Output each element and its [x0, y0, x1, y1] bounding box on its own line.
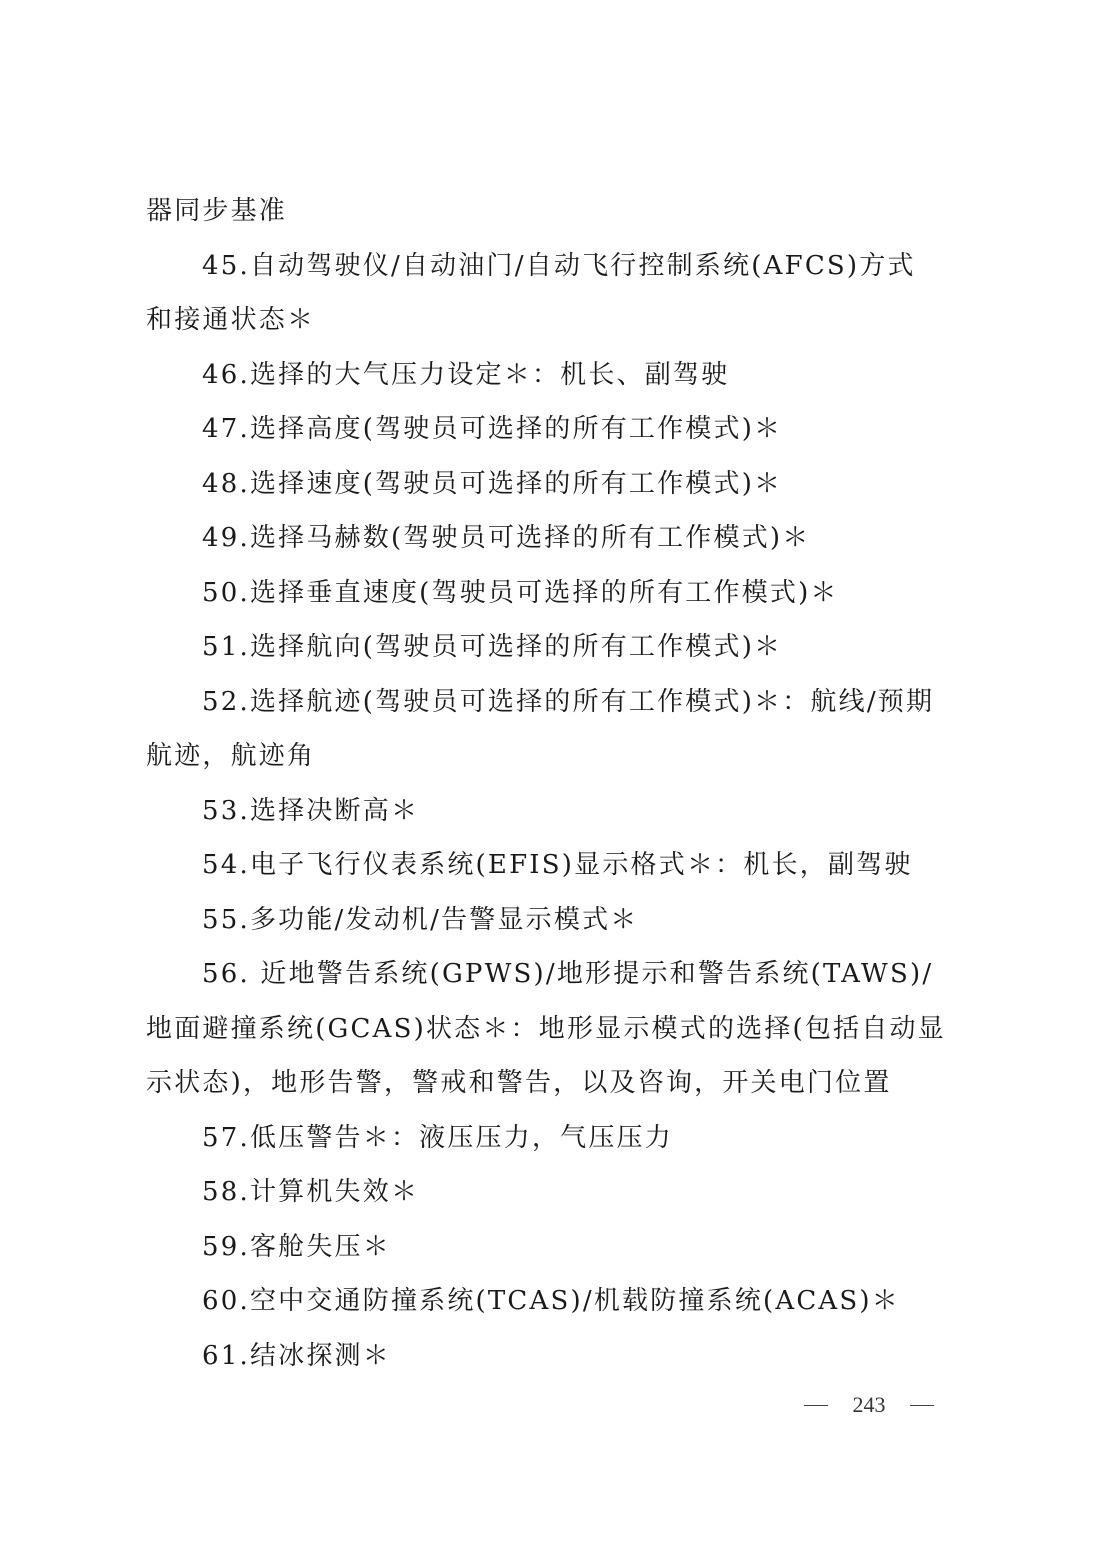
text-line: 45.自动驾驶仪/自动油门/自动飞行控制系统(AFCS)方式	[202, 250, 916, 281]
text-line: 53.选择决断高＊	[202, 795, 420, 826]
text-line: 52.选择航迹(驾驶员可选择的所有工作模式)＊：航线/预期	[202, 686, 935, 717]
text-line: 59.客舱失压＊	[202, 1231, 391, 1262]
footer-dash-left	[804, 1405, 828, 1406]
text-line: 46.选择的大气压力设定＊：机长、副驾驶	[202, 359, 730, 390]
text-line: 49.选择马赫数(驾驶员可选择的所有工作模式)＊	[202, 523, 811, 553]
text-line: 和接通状态＊	[146, 305, 316, 335]
text-line: 47.选择高度(驾驶员可选择的所有工作模式)＊	[202, 414, 783, 444]
text-line: 48.选择速度(驾驶员可选择的所有工作模式)＊	[202, 468, 783, 499]
text-line: 56. 近地警告系统(GPWS)/地形提示和警告系统(TAWS)/	[202, 959, 934, 989]
page-footer	[804, 1388, 934, 1422]
page-number: 243	[852, 1392, 886, 1417]
text-line: 50.选择垂直速度(驾驶员可选择的所有工作模式)＊	[202, 577, 839, 608]
text-line: 航迹，航迹角	[146, 741, 316, 771]
text-line: 58.计算机失效＊	[202, 1177, 420, 1207]
text-line: 51.选择航向(驾驶员可选择的所有工作模式)＊	[202, 632, 783, 662]
body-text	[146, 184, 958, 1383]
text-line: 示状态)，地形告警，警戒和警告，以及咨询，开关电门位置	[146, 1068, 892, 1098]
text-line: 57.低压警告＊：液压压力，气压压力	[202, 1122, 673, 1153]
text-line: 55.多功能/发动机/告警显示模式＊	[202, 904, 639, 935]
footer-dash-right	[910, 1405, 934, 1406]
text-line: 器同步基准	[146, 196, 288, 226]
text-line: 60.空中交通防撞系统(TCAS)/机载防撞系统(ACAS)＊	[202, 1286, 900, 1316]
text-line: 地面避撞系统(GCAS)状态＊：地形显示模式的选择(包括自动显	[146, 1013, 946, 1044]
text-line: 61.结冰探测＊	[202, 1340, 391, 1371]
text-line: 54.电子飞行仪表系统(EFIS)显示格式＊：机长，副驾驶	[202, 850, 913, 880]
